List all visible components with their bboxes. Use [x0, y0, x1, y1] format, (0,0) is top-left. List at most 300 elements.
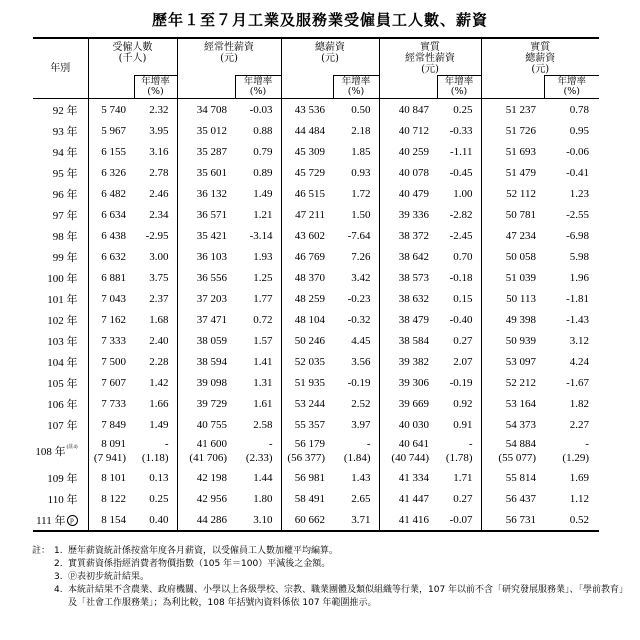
regular-wage-cell: 38 059 — [177, 330, 235, 351]
growth-cell: 1.57 — [253, 334, 273, 347]
growth-cell: 2.18 — [351, 124, 371, 137]
total-wage-cell: 47 211 — [281, 204, 333, 225]
real-regular-wage-cell: 39 382 — [379, 351, 437, 372]
growth-cell-value: - — [164, 438, 169, 450]
footnote-item — [32, 558, 632, 571]
year-label: 97 年 — [52, 209, 78, 222]
growth-cell: 0.91 — [453, 418, 473, 431]
footnote-prefix: 註： — [32, 546, 51, 556]
year-label: 101 年 — [47, 293, 78, 306]
total-wage-cell: 50 246 — [281, 330, 333, 351]
regular-wage-cell-value: 41 600 — [196, 438, 227, 450]
header-growth: 年增率 (%) — [134, 76, 177, 99]
real-regular-wage-cell: 39 669 — [379, 393, 437, 414]
year-label: 98 年 — [52, 230, 78, 243]
growth-cell: 0.95 — [569, 124, 589, 137]
real-total-wage-cell: 53 164 — [481, 393, 544, 414]
table-row — [33, 414, 599, 435]
year-label: 105 年 — [47, 377, 78, 390]
real-regular-wage-cell: 38 632 — [379, 288, 437, 309]
header-growth: 年增率 (%) — [437, 76, 481, 99]
year-label: 109 年 — [47, 472, 78, 485]
growth-cell: 4.45 — [351, 334, 371, 347]
year-label: 93 年 — [52, 125, 78, 138]
growth-cell: 1.66 — [149, 397, 169, 410]
employees-cell-revised: (7 941) — [93, 452, 126, 464]
table-row — [33, 309, 599, 330]
year-cell — [33, 488, 88, 509]
header-growth: 年增率 (%) — [544, 76, 599, 99]
growth-cell: 3.10 — [253, 513, 273, 526]
growth-cell: -0.18 — [449, 271, 473, 284]
year-cell — [33, 183, 88, 204]
year-cell — [33, 204, 88, 225]
growth-cell: -1.11 — [449, 145, 473, 158]
employees-cell: 6 632 — [88, 246, 134, 267]
growth-cell: -3.14 — [249, 229, 273, 242]
growth-cell: 2.46 — [149, 187, 169, 200]
year-cell — [33, 414, 88, 435]
footnote-text: 實質薪資係指經消費者物價指數（105 年＝100）平減後之金額。 — [68, 559, 331, 569]
total-wage-cell: 48 104 — [281, 309, 333, 330]
real-regular-wage-cell — [379, 435, 437, 467]
growth-cell-revised: (1.78) — [445, 452, 473, 464]
growth-cell: -0.33 — [449, 124, 473, 137]
regular-wage-cell: 40 755 — [177, 414, 235, 435]
growth-cell: -0.40 — [449, 313, 473, 326]
growth-cell: -1.67 — [566, 376, 589, 389]
real-total-wage-cell: 52 112 — [481, 183, 544, 204]
footnote-text: 歷年薪資統計係按當年度各月薪資，以受僱員工人數加權平均編算。 — [68, 546, 339, 556]
preliminary-marker: p — [67, 515, 78, 526]
real-regular-wage-cell: 40 259 — [379, 141, 437, 162]
growth-cell: 1.71 — [453, 471, 473, 484]
regular-wage-cell: 35 012 — [177, 120, 235, 141]
header-regular-wage: 經常性薪資 (元) — [177, 38, 281, 76]
real-total-wage-cell: 50 781 — [481, 204, 544, 225]
year-cell — [33, 225, 88, 246]
growth-cell: 1.72 — [351, 187, 371, 200]
total-wage-cell: 44 484 — [281, 120, 333, 141]
employees-cell: 7 849 — [88, 414, 134, 435]
real-regular-wage-cell: 40 479 — [379, 183, 437, 204]
regular-wage-cell: 35 287 — [177, 141, 235, 162]
year-cell — [33, 162, 88, 183]
year-label: 106 年 — [47, 398, 78, 411]
growth-cell: 2.27 — [569, 418, 589, 431]
header-real-total-wage: 實質 總薪資 (元) — [481, 38, 599, 76]
year-label: 108 年 — [35, 446, 66, 458]
year-cell — [33, 330, 88, 351]
employees-cell: 6 155 — [88, 141, 134, 162]
growth-cell: -2.82 — [449, 208, 473, 221]
real-regular-wage-cell-value: 40 641 — [398, 438, 429, 450]
growth-cell: 1.49 — [253, 187, 273, 200]
growth-cell: 2.65 — [351, 492, 371, 505]
growth-cell: 3.75 — [149, 271, 169, 284]
regular-wage-cell: 35 421 — [177, 225, 235, 246]
growth-cell: 1.69 — [569, 471, 589, 484]
growth-cell: 2.07 — [453, 355, 473, 368]
employees-cell: 8 122 — [88, 488, 134, 509]
growth-cell: 1.77 — [253, 292, 273, 305]
year-label: 104 年 — [47, 356, 78, 369]
growth-cell: 0.70 — [453, 250, 473, 263]
year-label: 95 年 — [52, 167, 78, 180]
real-total-wage-cell: 53 097 — [481, 351, 544, 372]
real-regular-wage-cell: 40 847 — [379, 99, 437, 121]
year-cell — [33, 246, 88, 267]
table-header — [33, 38, 599, 99]
growth-cell: -0.06 — [566, 145, 589, 158]
growth-cell: 0.78 — [569, 103, 589, 116]
real-total-wage-cell: 50 058 — [481, 246, 544, 267]
year-label: 103 年 — [47, 335, 78, 348]
real-total-wage-cell: 49 398 — [481, 309, 544, 330]
real-total-wage-cell: 51 693 — [481, 141, 544, 162]
growth-cell: 2.58 — [253, 418, 273, 431]
growth-cell: 3.16 — [149, 145, 169, 158]
footnote-text: 本統計結果不含農業、政府機關、小學以上各級學校、宗教、職業團體及類似組織等行業，107 年以前不含「研究發展服務業」、「學前教育」及「社會工作服務業」；為利比較，108 年括號內資料係依 107 年範圍推示。 — [68, 585, 629, 608]
regular-wage-cell: 42 956 — [177, 488, 235, 509]
header-year: 年別 — [33, 38, 88, 99]
total-wage-cell: 60 662 — [281, 509, 333, 531]
growth-cell: 1.31 — [253, 376, 273, 389]
year-label: 111 年 — [36, 514, 66, 527]
table-row — [33, 162, 599, 183]
real-regular-wage-cell: 38 372 — [379, 225, 437, 246]
year-note-marker: (註4) — [66, 445, 78, 450]
growth-cell: 1.43 — [351, 471, 371, 484]
year-cell — [33, 309, 88, 330]
wage-table — [33, 37, 599, 532]
table-row — [33, 330, 599, 351]
employees-cell: 8 154 — [88, 509, 134, 531]
real-total-wage-cell: 56 437 — [481, 488, 544, 509]
growth-cell: -0.23 — [347, 292, 371, 305]
total-wage-cell: 48 370 — [281, 267, 333, 288]
regular-wage-cell-revised: (41 706) — [189, 452, 227, 464]
real-total-wage-cell: 51 237 — [481, 99, 544, 121]
table-row — [33, 267, 599, 288]
table-body — [33, 99, 599, 532]
year-label: 94 年 — [52, 146, 78, 159]
year-label: 110 年 — [47, 493, 78, 506]
growth-cell — [437, 435, 481, 467]
real-regular-wage-cell: 41 334 — [379, 467, 437, 488]
growth-cell: -2.95 — [145, 229, 169, 242]
growth-cell: 2.37 — [149, 292, 169, 305]
table-row — [33, 120, 599, 141]
growth-cell: 0.89 — [253, 166, 273, 179]
footnotes — [32, 545, 632, 610]
growth-cell: 1.50 — [351, 208, 371, 221]
year-cell — [33, 435, 88, 467]
growth-cell-revised: (1.18) — [141, 452, 169, 464]
growth-cell: 0.50 — [351, 103, 371, 116]
growth-cell: 3.12 — [569, 334, 589, 347]
growth-cell: 0.72 — [253, 313, 273, 326]
regular-wage-cell: 35 601 — [177, 162, 235, 183]
year-label: 96 年 — [52, 188, 78, 201]
regular-wage-cell: 36 132 — [177, 183, 235, 204]
growth-cell: -0.45 — [449, 166, 473, 179]
employees-cell: 6 438 — [88, 225, 134, 246]
growth-cell: 1.93 — [253, 250, 273, 263]
regular-wage-cell: 42 198 — [177, 467, 235, 488]
year-cell — [33, 288, 88, 309]
table-row — [33, 488, 599, 509]
total-wage-cell: 43 602 — [281, 225, 333, 246]
growth-cell — [333, 435, 379, 467]
employees-cell: 6 881 — [88, 267, 134, 288]
growth-cell-value: - — [268, 438, 273, 450]
total-wage-cell: 52 035 — [281, 351, 333, 372]
employees-cell: 6 482 — [88, 183, 134, 204]
total-wage-cell: 45 309 — [281, 141, 333, 162]
year-label: 107 年 — [47, 419, 78, 432]
total-wage-cell: 48 259 — [281, 288, 333, 309]
growth-cell: 5.98 — [569, 250, 589, 263]
growth-cell: 2.52 — [351, 397, 371, 410]
growth-cell: 2.34 — [149, 208, 169, 221]
regular-wage-cell: 34 708 — [177, 99, 235, 121]
regular-wage-cell: 37 471 — [177, 309, 235, 330]
real-regular-wage-cell-revised: (40 744) — [391, 452, 429, 464]
year-cell — [33, 351, 88, 372]
footnote-number: 4. — [54, 585, 63, 595]
growth-cell: 1.49 — [149, 418, 169, 431]
growth-cell: 0.15 — [453, 292, 473, 305]
real-total-wage-cell: 50 939 — [481, 330, 544, 351]
employees-cell: 7 500 — [88, 351, 134, 372]
footnote-text: ⓟ表初步統計結果。 — [68, 572, 150, 582]
growth-cell: 0.25 — [453, 103, 473, 116]
real-regular-wage-cell: 39 306 — [379, 372, 437, 393]
table-row — [33, 288, 599, 309]
regular-wage-cell: 36 103 — [177, 246, 235, 267]
year-cell — [33, 120, 88, 141]
total-wage-cell — [281, 435, 333, 467]
total-wage-cell: 46 769 — [281, 246, 333, 267]
total-wage-cell: 56 981 — [281, 467, 333, 488]
total-wage-cell: 58 491 — [281, 488, 333, 509]
growth-cell: 3.71 — [351, 513, 371, 526]
growth-cell: -0.32 — [347, 313, 371, 326]
year-label: 92 年 — [52, 104, 78, 117]
employees-cell: 7 043 — [88, 288, 134, 309]
growth-cell-revised: (2.33) — [245, 452, 273, 464]
table-row — [33, 351, 599, 372]
growth-cell: -0.19 — [347, 376, 371, 389]
growth-cell: 2.40 — [149, 334, 169, 347]
real-total-wage-cell: 56 731 — [481, 509, 544, 531]
growth-cell: -0.07 — [449, 513, 473, 526]
growth-cell: -2.55 — [566, 208, 589, 221]
employees-cell: 7 607 — [88, 372, 134, 393]
employees-cell: 6 326 — [88, 162, 134, 183]
real-regular-wage-cell: 39 336 — [379, 204, 437, 225]
growth-cell: 1.23 — [569, 187, 589, 200]
real-total-wage-cell: 50 113 — [481, 288, 544, 309]
growth-cell-value: - — [585, 438, 589, 450]
regular-wage-cell: 44 286 — [177, 509, 235, 531]
total-wage-cell: 46 515 — [281, 183, 333, 204]
growth-cell: 2.78 — [149, 166, 169, 179]
growth-cell: 1.82 — [569, 397, 589, 410]
footnote-prefix — [32, 584, 54, 610]
employees-cell: 7 733 — [88, 393, 134, 414]
growth-cell: 1.44 — [253, 471, 273, 484]
year-label: 102 年 — [47, 314, 78, 327]
regular-wage-cell: 36 571 — [177, 204, 235, 225]
year-label: 100 年 — [47, 272, 78, 285]
growth-cell — [544, 435, 599, 467]
regular-wage-cell: 38 594 — [177, 351, 235, 372]
growth-cell — [134, 435, 177, 467]
total-wage-cell: 43 536 — [281, 99, 333, 121]
employees-cell: 8 101 — [88, 467, 134, 488]
footnote-item — [32, 571, 632, 584]
table-row — [33, 246, 599, 267]
real-regular-wage-cell: 38 584 — [379, 330, 437, 351]
real-regular-wage-cell: 38 642 — [379, 246, 437, 267]
header-growth: 年增率 (%) — [333, 76, 379, 99]
growth-cell: 4.24 — [569, 355, 589, 368]
table-row — [33, 204, 599, 225]
growth-cell-value: - — [366, 438, 371, 450]
growth-cell: 0.25 — [149, 492, 169, 505]
growth-cell: 0.40 — [149, 513, 169, 526]
real-regular-wage-cell: 41 416 — [379, 509, 437, 531]
regular-wage-cell — [177, 435, 235, 467]
employees-cell — [88, 435, 134, 467]
growth-cell: -1.81 — [566, 292, 589, 305]
growth-cell: 2.28 — [149, 355, 169, 368]
page-title: 歷年１至７月工業及服務業受僱員工人數、薪資 — [151, 11, 488, 29]
year-cell — [33, 393, 88, 414]
growth-cell: 1.68 — [149, 313, 169, 326]
total-wage-cell-revised: (56 377) — [287, 452, 325, 464]
employees-cell: 7 162 — [88, 309, 134, 330]
growth-cell: 0.92 — [453, 397, 473, 410]
growth-cell: 3.97 — [351, 418, 371, 431]
growth-cell: -2.45 — [449, 229, 473, 242]
growth-cell-value: - — [468, 438, 473, 450]
growth-cell: -0.41 — [566, 166, 589, 179]
growth-cell: 1.21 — [253, 208, 273, 221]
growth-cell: 1.85 — [351, 145, 371, 158]
regular-wage-cell: 36 556 — [177, 267, 235, 288]
table-row — [33, 467, 599, 488]
growth-cell: 3.95 — [149, 124, 169, 137]
table-row — [33, 183, 599, 204]
header-employees: 受僱人數 (千人) — [88, 38, 177, 76]
table-row — [33, 435, 599, 467]
total-wage-cell: 53 244 — [281, 393, 333, 414]
total-wage-cell: 51 935 — [281, 372, 333, 393]
real-regular-wage-cell: 41 447 — [379, 488, 437, 509]
real-regular-wage-cell: 40 078 — [379, 162, 437, 183]
growth-cell: 1.12 — [569, 492, 589, 505]
growth-cell: 2.32 — [149, 103, 169, 116]
employees-cell: 6 634 — [88, 204, 134, 225]
header-total-wage: 總薪資 (元) — [281, 38, 379, 76]
table-row — [33, 393, 599, 414]
growth-cell: 1.61 — [253, 397, 273, 410]
footnote-number: 3. — [54, 572, 63, 582]
year-cell — [33, 372, 88, 393]
footnote-number: 1. — [54, 546, 63, 556]
real-regular-wage-cell: 40 712 — [379, 120, 437, 141]
growth-cell: -0.03 — [249, 103, 273, 116]
growth-cell: -0.19 — [449, 376, 473, 389]
employees-cell: 5 967 — [88, 120, 134, 141]
real-total-wage-cell: 52 212 — [481, 372, 544, 393]
real-regular-wage-cell: 40 030 — [379, 414, 437, 435]
real-regular-wage-cell: 38 573 — [379, 267, 437, 288]
regular-wage-cell: 39 729 — [177, 393, 235, 414]
growth-cell: 1.42 — [149, 376, 169, 389]
table-row — [33, 509, 599, 531]
real-total-wage-cell: 47 234 — [481, 225, 544, 246]
year-label: 99 年 — [52, 251, 78, 264]
growth-cell-revised: (1.84) — [343, 452, 371, 464]
growth-cell-revised: (1.29) — [562, 452, 589, 464]
growth-cell: 1.96 — [569, 271, 589, 284]
footnote-item — [32, 584, 632, 610]
growth-cell: 0.88 — [253, 124, 273, 137]
growth-cell: 1.41 — [253, 355, 273, 368]
year-cell — [33, 467, 88, 488]
table-row — [33, 225, 599, 246]
growth-cell: -7.64 — [347, 229, 371, 242]
regular-wage-cell: 39 098 — [177, 372, 235, 393]
real-total-wage-cell: 51 479 — [481, 162, 544, 183]
real-total-wage-cell: 55 814 — [481, 467, 544, 488]
real-total-wage-cell — [481, 435, 544, 467]
year-cell — [33, 99, 88, 121]
growth-cell: 7.26 — [351, 250, 371, 263]
growth-cell: 1.00 — [453, 187, 473, 200]
footnote-item — [32, 545, 632, 558]
header-growth: 年增率 (%) — [235, 76, 281, 99]
growth-cell: 0.27 — [453, 492, 473, 505]
table-row — [33, 141, 599, 162]
footnote-prefix — [32, 571, 54, 584]
growth-cell: 1.25 — [253, 271, 273, 284]
table-row — [33, 99, 599, 121]
growth-cell: 3.42 — [351, 271, 371, 284]
table-row — [33, 372, 599, 393]
footnote-prefix — [32, 558, 54, 571]
growth-cell: 0.27 — [453, 334, 473, 347]
growth-cell: 3.56 — [351, 355, 371, 368]
year-cell — [33, 509, 88, 531]
employees-cell: 7 333 — [88, 330, 134, 351]
growth-cell: 0.79 — [253, 145, 273, 158]
year-cell — [33, 267, 88, 288]
real-total-wage-cell: 54 373 — [481, 414, 544, 435]
total-wage-cell: 55 357 — [281, 414, 333, 435]
growth-cell — [235, 435, 281, 467]
real-total-wage-cell: 51 726 — [481, 120, 544, 141]
total-wage-cell-value: 56 179 — [294, 438, 325, 450]
real-total-wage-cell-revised: (55 077) — [498, 452, 536, 464]
employees-cell-value: 8 091 — [101, 438, 126, 450]
footnote-number: 2. — [54, 559, 63, 569]
regular-wage-cell: 37 203 — [177, 288, 235, 309]
